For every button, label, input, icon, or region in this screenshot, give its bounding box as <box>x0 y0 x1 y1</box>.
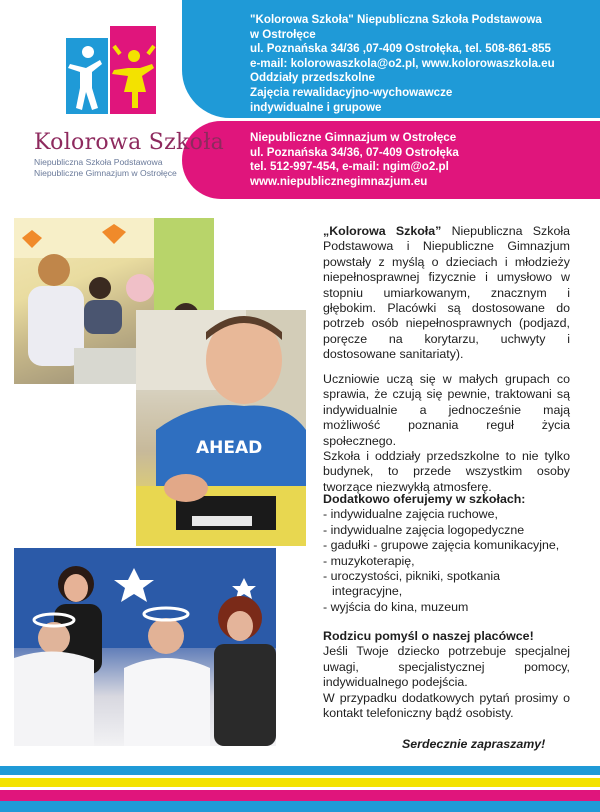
school-line: ul. Poznańska 34/36 ,07-409 Ostrołęka, tel. 508-861-855 <box>250 42 551 56</box>
closing-invitation: Serdecznie zapraszamy! <box>402 737 546 751</box>
student-photo <box>136 310 306 546</box>
footer-stripe-yellow <box>0 778 600 787</box>
footer-stripe-blue <box>0 766 600 775</box>
offer-list <box>323 507 570 615</box>
offer-item: - gadułki - grupowe zajęcia komunikacyjne, <box>323 538 560 553</box>
logo-subtitle-2: Niepubliczne Gimnazjum w Ostrołęce <box>34 168 177 178</box>
logo-pink-square <box>110 26 156 114</box>
intro-school-name: „Kolorowa Szkoła” <box>323 224 442 238</box>
footer-stripe-blue <box>0 801 600 812</box>
school-line: Zajęcia rewalidacyjno-wychowawcze <box>250 85 453 99</box>
school-line: e-mail: kolorowaszkola@o2.pl, www.kolorowaszkola.eu <box>250 56 555 70</box>
shirt-text: AHEAD <box>196 438 263 458</box>
offer-item: - uroczystości, pikniki, spotkania <box>323 569 500 584</box>
school-info <box>250 13 555 115</box>
offer-item: - wyjścia do kina, muzeum <box>323 599 469 614</box>
girl-figure-icon <box>110 26 156 114</box>
contact-text: W przypadku dodatkowych pytań prosimy o kontakt telefoniczny bądź osobisty. <box>323 690 570 721</box>
offer-heading: Dodatkowo oferujemy w szkołach: <box>323 492 526 506</box>
angels-photo <box>14 548 276 746</box>
gimnazjum-line: ul. Poznańska 34/36, 07-409 Ostrołęka <box>250 145 459 159</box>
paragraph-groups <box>323 372 570 495</box>
school-line: "Kolorowa Szkoła" Niepubliczna Szkoła Podstawowa <box>250 13 542 26</box>
logo-subtitle-1: Niepubliczna Szkoła Podstawowa <box>34 157 163 167</box>
intro-paragraph <box>323 224 570 363</box>
logo-blue-square <box>66 38 108 114</box>
gimnazjum-info <box>250 131 459 189</box>
paragraph-small-groups: Uczniowie uczą się w małych grupach co sprawia, że czują się pewnie, traktowani są indywidualnie a jednocześnie mają możliwość poznania reguł życia społecznego. <box>323 372 570 448</box>
gimnazjum-line: Niepubliczne Gimnazjum w Ostrołęce <box>250 131 457 144</box>
offer-section <box>323 492 570 615</box>
offer-item: - muzykoterapię, <box>323 553 415 568</box>
parent-section <box>323 629 570 721</box>
gimnazjum-line: www.niepublicznegimnazjum.eu <box>250 174 428 188</box>
intro-text: Niepubliczna Szkoła Podstawowa i Niepubliczne Gimnazjum powstały z myślą o dzieciach i młodzieży niepełnosprawnej fizycznie i umysłowo w stopniu umiarkowanym, znacznym i głębokim. Placówki są dostosowane do potrzeb osób niepełnosprawnych (podjazd, poręcze na korytarzu, uchwyty i dostosowane sanitariaty). <box>323 224 570 362</box>
parent-text: Jeśli Twoje dziecko potrzebuje specjalnej uwagi, specjalistycznej pomocy, indywidualnego podejścia. <box>323 644 570 690</box>
footer-stripe-pink <box>0 790 600 801</box>
logo-name: Kolorowa Szkoła <box>34 130 225 155</box>
school-line: indywidualne i grupowe <box>250 100 382 114</box>
school-line: Oddziały przedszkolne <box>250 71 375 85</box>
school-line: w Ostrołęce <box>250 27 316 41</box>
gimnazjum-line: tel. 512-997-454, e-mail: ngim@o2.pl <box>250 160 449 174</box>
child-figure-icon <box>66 38 108 114</box>
paragraph-atmosphere: Szkoła i oddziały przedszkolne to nie tylko budynek, to przede wszystkim osoby tworzące niezwykłą atmosferę. <box>323 449 570 494</box>
offer-item: - indywidualne zajęcia ruchowe, <box>323 507 498 522</box>
offer-item: - indywidualne zajęcia logopedyczne <box>323 522 525 537</box>
offer-item: integracyjne, <box>332 584 403 599</box>
parent-heading: Rodzicu pomyśl o naszej placówce! <box>323 629 534 643</box>
